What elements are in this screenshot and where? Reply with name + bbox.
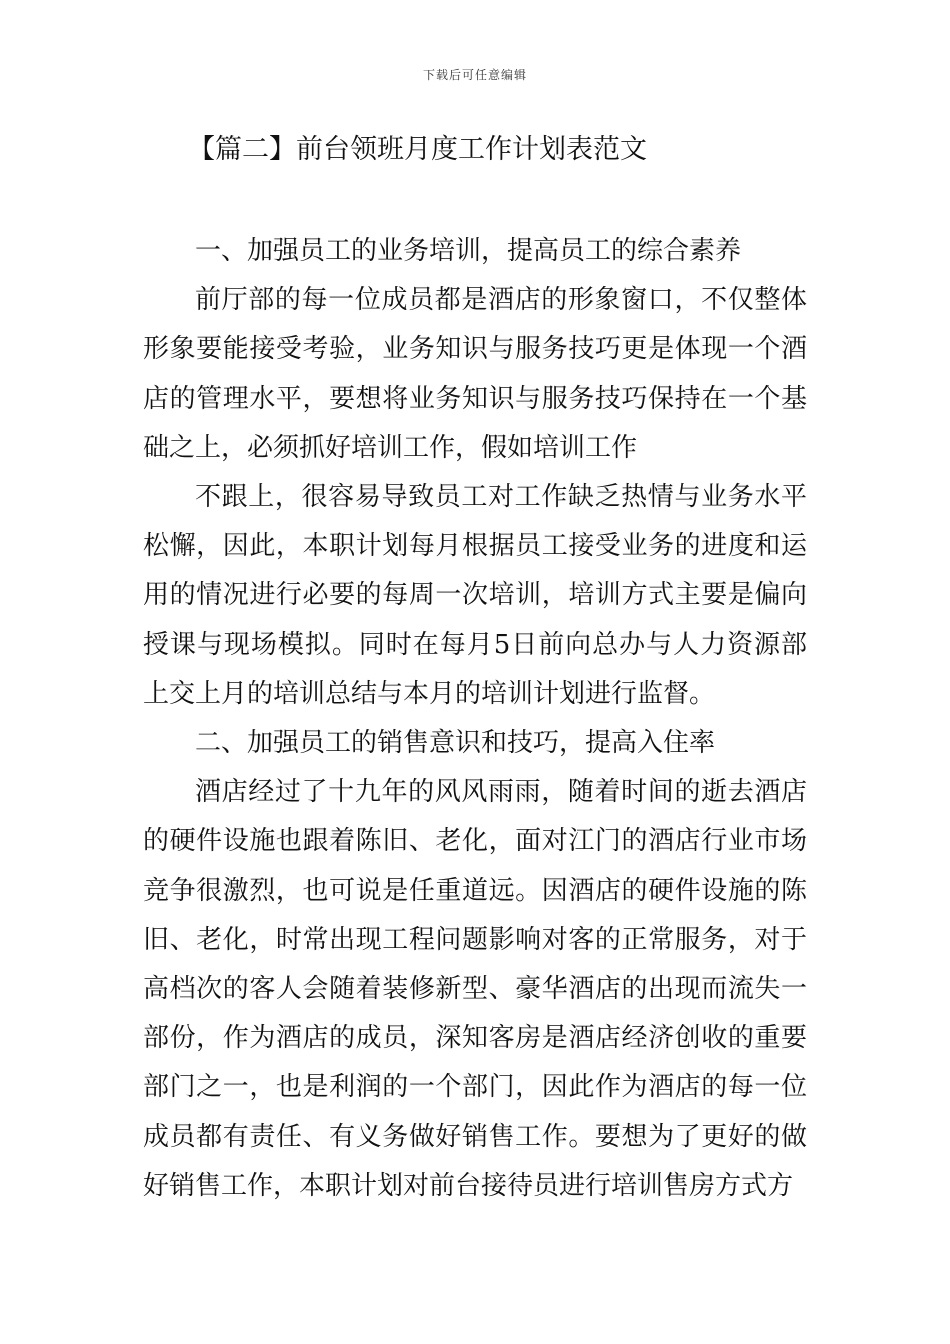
page-header: 下载后可任意编辑 [422,68,527,82]
paragraph-1: 前厅部的每一位成员都是酒店的形象窗口，不仅整体形象要能接受考验，业务知识与服务技巧更是体现一个酒店的管理水平，要想将业务知识与服务技巧保持在一个基础之上，必须抓好培训工作，假如培训工作 [143,285,807,463]
section-heading-2: 二、加强员工的销售意识和技巧，提高入住率 [195,728,716,759]
document-title: 【篇二】前台领班月度工作计划表范文 [188,134,647,165]
paragraph-3: 酒店经过了十九年的风风雨雨，随着时间的逝去酒店的硬件设施也跟着陈旧、老化，面对江门的酒店行业市场竞争很激烈，也可说是任重道远。因酒店的硬件设施的陈旧、老化，时常出现工程问题影响对客的正常服务，对于高档次的客人会随着装修新型、豪华酒店的出现而流失一部份，作为酒店的成员，深知客房是酒店经济创收的重要部门之一，也是利润的一个部门，因此作为酒店的每一位成员都有责任、有义务做好销售工作。要想为了更好的做好销售工作，本职计划对前台接待员进行培训售房方式方 [143,777,807,1201]
section-heading-1: 一、加强员工的业务培训，提高员工的综合素养 [195,236,742,266]
document-body [143,227,807,1211]
paragraph-2: 不跟上，很容易导致员工对工作缺乏热情与业务水平松懈，因此，本职计划每月根据员工接受业务的进度和运用的情况进行必要的每周一次培训，培训方式主要是偏向授课与现场模拟。同时在每月5日前向总办与人力资源部上交上月的培训总结与本月的培训计划进行监督。 [143,482,807,709]
